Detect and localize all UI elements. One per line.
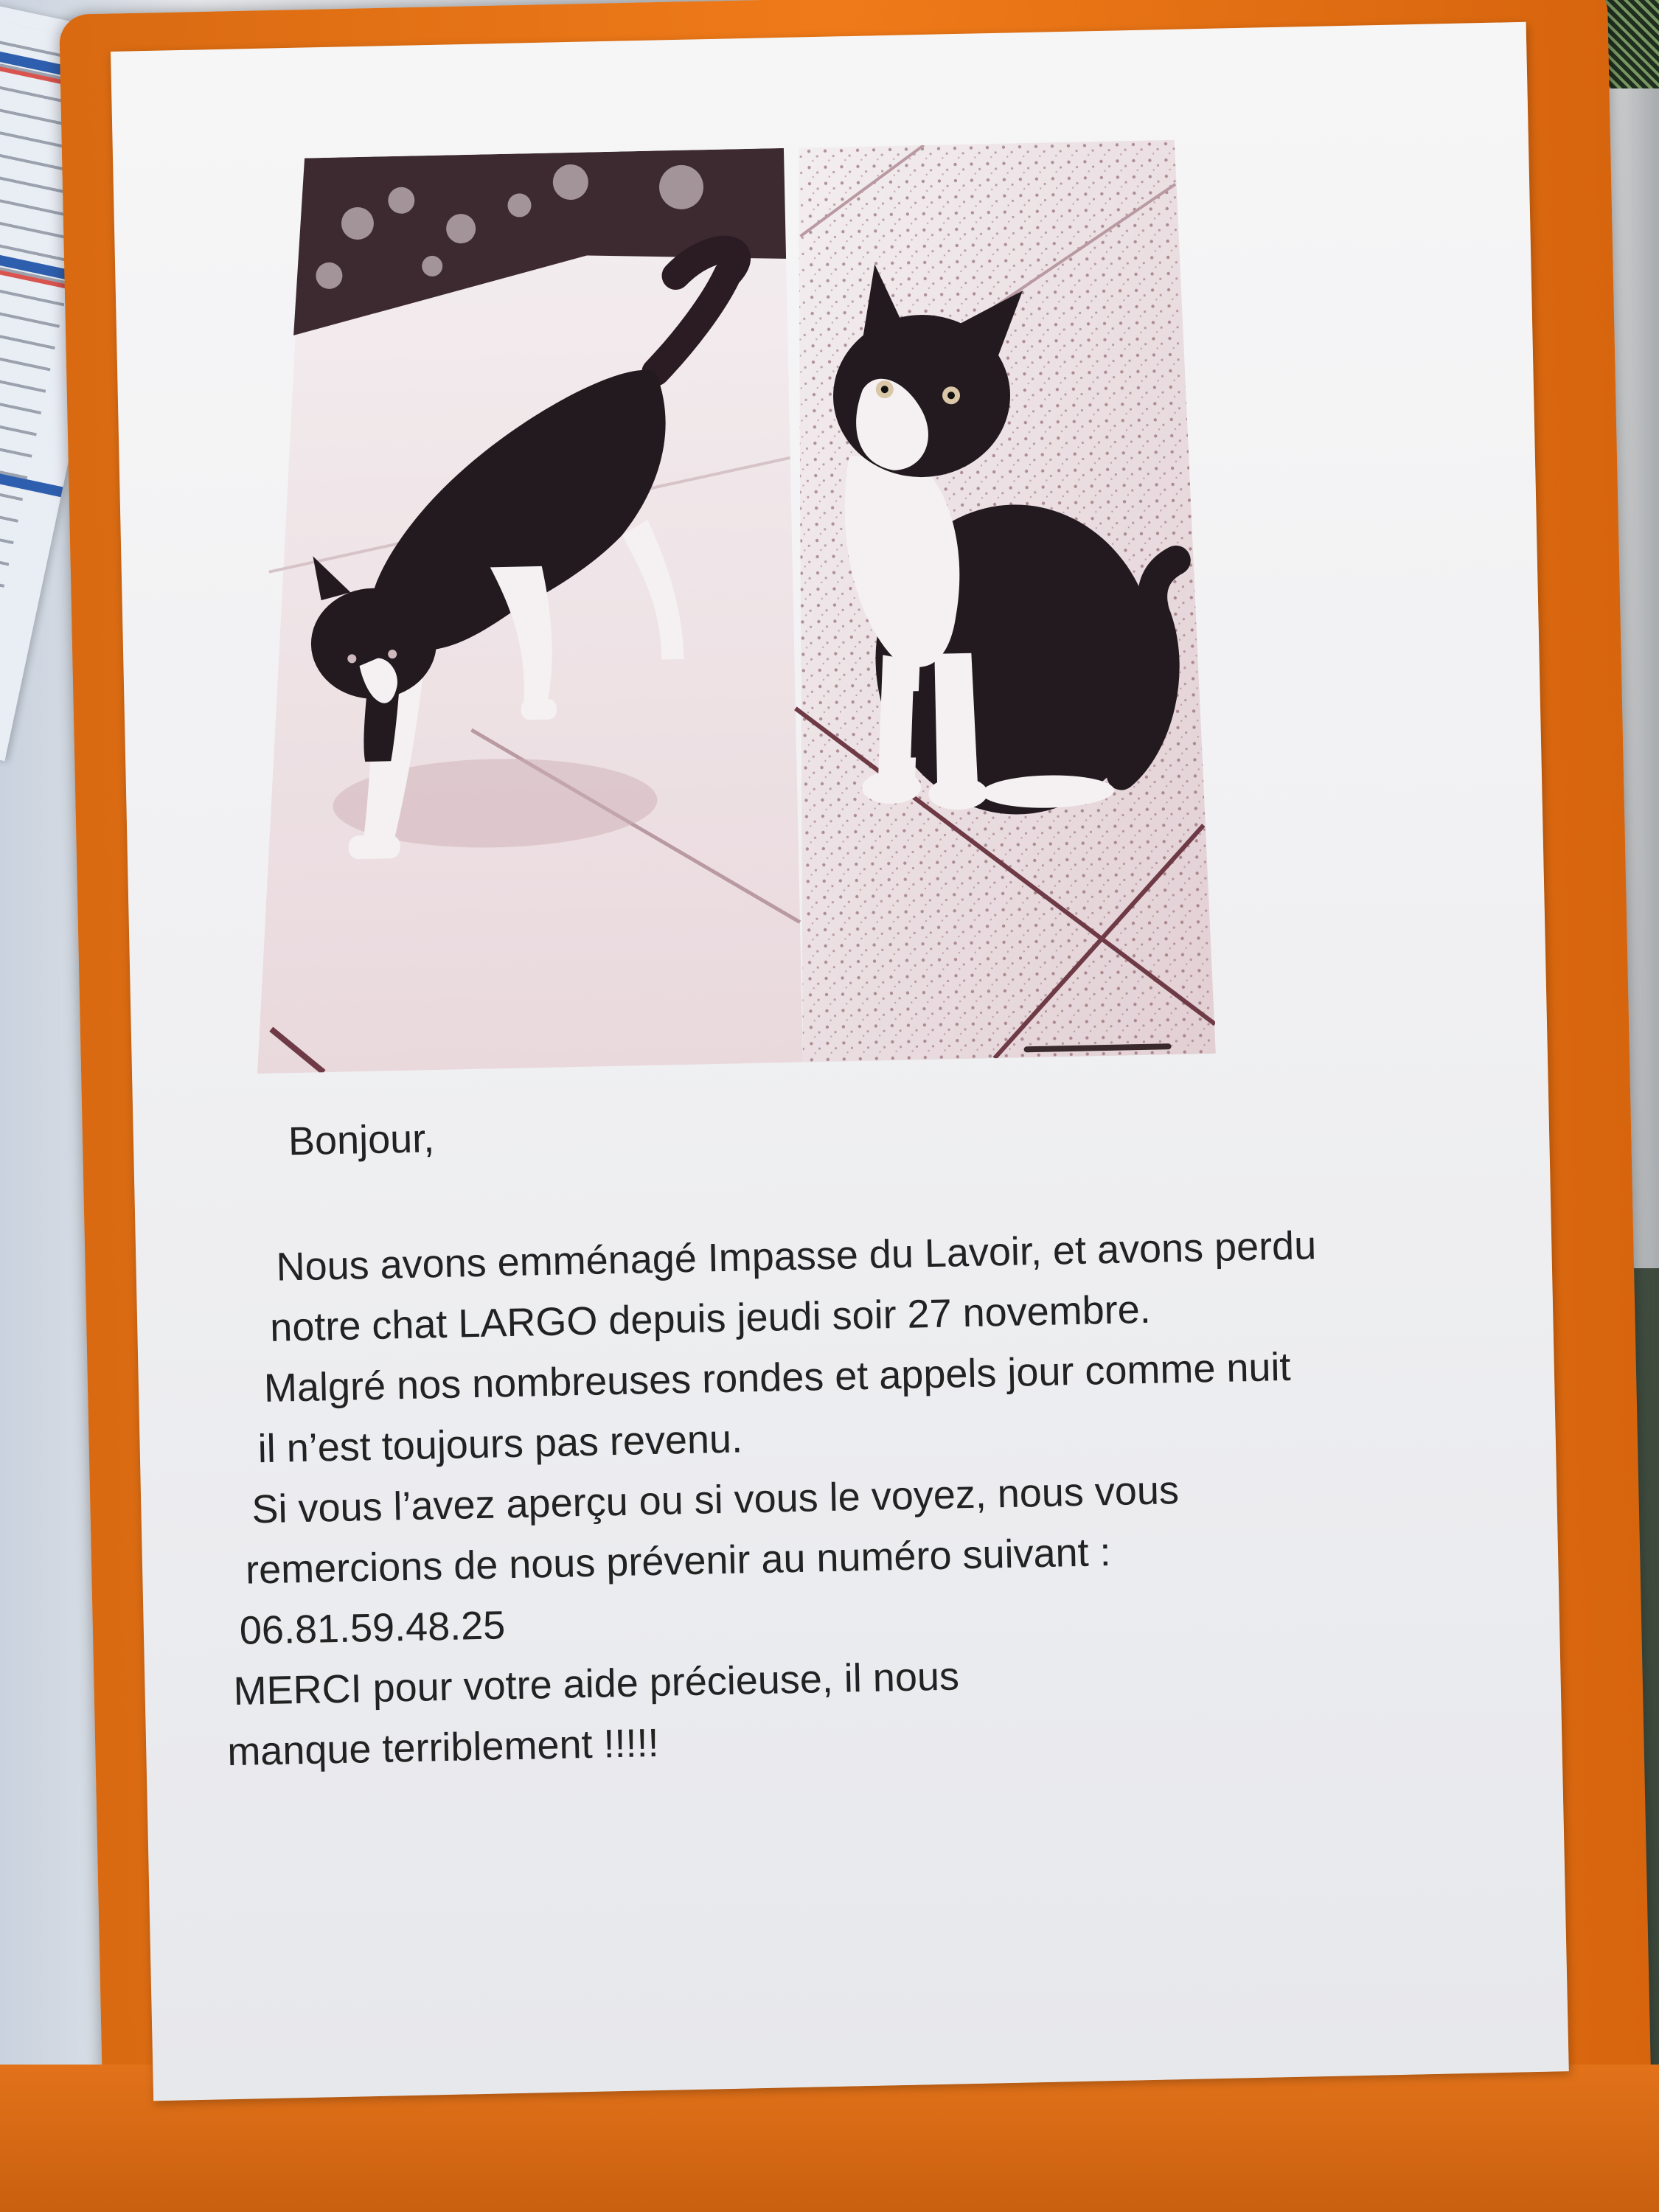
flyer-text <box>133 1084 1534 1775</box>
message-line: il n’est toujours pas revenu. <box>257 1416 743 1472</box>
message-line: manque terriblement !!!!! <box>226 1720 660 1775</box>
cat-photos-graphic <box>238 139 1216 1074</box>
message-line: notre chat LARGO depuis jeudi soir 27 novembre. <box>269 1287 1152 1350</box>
cat-photos <box>238 139 1216 1074</box>
message-line: Si vous l’avez aperçu ou si vous le voyez, nous vous <box>251 1468 1180 1532</box>
message-line: MERCI pour votre aide précieuse, il nous <box>232 1654 960 1714</box>
message-line: Nous avons emménagé Impasse du Lavoir, et avons perdu <box>275 1223 1317 1290</box>
lost-cat-flyer <box>111 22 1569 2101</box>
message-line: remercions de nous prévenir au numéro suivant : <box>245 1530 1112 1593</box>
greeting-text: Bonjour, <box>288 1116 435 1164</box>
message-line: Malgré nos nombreuses rondes et appels jour comme nuit <box>263 1344 1292 1411</box>
photo-sitting-cat <box>784 139 1216 1062</box>
phone-number: 06.81.59.48.25 <box>239 1603 506 1653</box>
photo-walking-cat <box>238 148 803 1074</box>
